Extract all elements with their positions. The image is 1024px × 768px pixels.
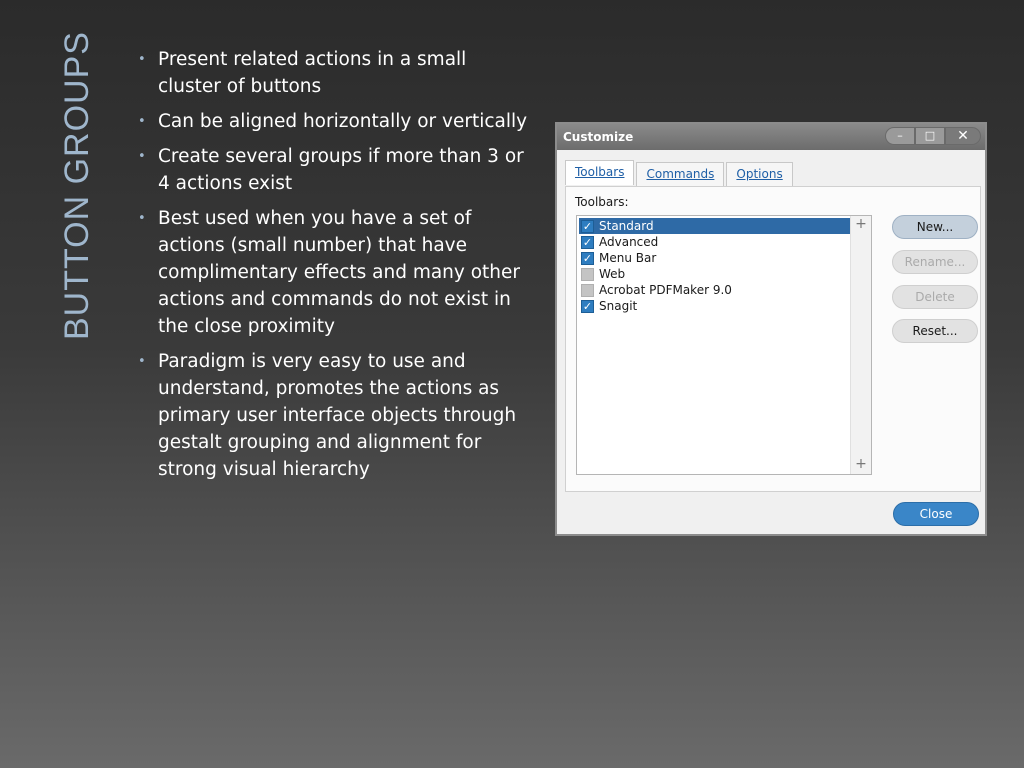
bullet-item <box>138 143 528 197</box>
bullet-list <box>138 46 528 491</box>
checkbox-checked-icon[interactable]: ✓ <box>582 235 593 249</box>
list-item[interactable] <box>579 266 853 282</box>
scroll-up-plus-icon[interactable]: + <box>855 216 867 232</box>
reset-button[interactable]: Reset... <box>892 319 978 343</box>
minimize-button[interactable]: – <box>885 127 915 145</box>
bullet-dot-icon: • <box>138 211 146 226</box>
checkbox-unchecked-icon[interactable] <box>581 268 594 281</box>
slide-title: BUTTON GROUPS <box>58 31 96 340</box>
bullet-text: Best used when you have a set of actions (small number) that have complimentary effects and many other actions and commands do not exist in the close proximity <box>158 208 521 337</box>
list-item-label: Standard <box>599 219 654 233</box>
list-item-label: Advanced <box>599 235 659 249</box>
dialog-title: Customize <box>563 130 634 144</box>
toolbars-list-label: Toolbars: <box>575 195 629 209</box>
checkbox-checked-icon[interactable]: ✓ <box>582 251 593 265</box>
tab-commands[interactable]: Commands <box>636 162 724 187</box>
checkbox-unchecked-icon[interactable] <box>581 284 594 297</box>
list-item-label: Acrobat PDFMaker 9.0 <box>599 283 732 297</box>
close-window-button[interactable]: ✕ <box>945 127 981 145</box>
rename-button[interactable]: Rename... <box>892 250 978 274</box>
checkbox-checked-icon[interactable]: ✓ <box>582 299 593 313</box>
dialog-titlebar[interactable] <box>557 124 985 150</box>
list-item-label: Web <box>599 267 626 281</box>
list-item-label: Menu Bar <box>599 251 657 265</box>
new-button[interactable]: New... <box>892 215 978 239</box>
bullet-dot-icon: • <box>138 149 146 164</box>
list-item[interactable] <box>579 218 853 234</box>
bullet-dot-icon: • <box>138 52 146 67</box>
window-controls <box>885 127 981 145</box>
list-item[interactable] <box>579 298 853 314</box>
tab-strip <box>565 162 795 187</box>
bullet-item <box>138 348 528 483</box>
checkbox-checked-icon[interactable]: ✓ <box>582 219 593 233</box>
bullet-text: Create several groups if more than 3 or 4 actions exist <box>158 146 524 194</box>
customize-dialog <box>555 122 987 536</box>
tab-toolbars[interactable]: Toolbars <box>565 160 634 185</box>
toolbars-listbox[interactable] <box>576 215 872 475</box>
list-item[interactable] <box>579 234 853 250</box>
bullet-item <box>138 108 528 135</box>
bullet-dot-icon: • <box>138 354 146 369</box>
toolbars-panel <box>565 186 981 492</box>
list-item[interactable] <box>579 282 853 298</box>
delete-button[interactable]: Delete <box>892 285 978 309</box>
list-item-label: Snagit <box>599 299 638 313</box>
listbox-scrollbar[interactable] <box>850 216 871 474</box>
list-item[interactable] <box>579 250 853 266</box>
scroll-down-plus-icon[interactable]: + <box>855 456 867 472</box>
bullet-item <box>138 46 528 100</box>
tab-options[interactable]: Options <box>726 162 792 187</box>
close-button[interactable]: Close <box>893 502 979 526</box>
bullet-text: Present related actions in a small cluster of buttons <box>158 49 467 97</box>
maximize-button[interactable]: □ <box>915 127 945 145</box>
bullet-dot-icon: • <box>138 114 146 129</box>
bullet-text: Can be aligned horizontally or vertically <box>158 111 528 132</box>
bullet-text: Paradigm is very easy to use and understand, promotes the actions as primary user interface objects through gestalt grouping and alignment for strong visual hierarchy <box>158 351 517 480</box>
bullet-item <box>138 205 528 340</box>
